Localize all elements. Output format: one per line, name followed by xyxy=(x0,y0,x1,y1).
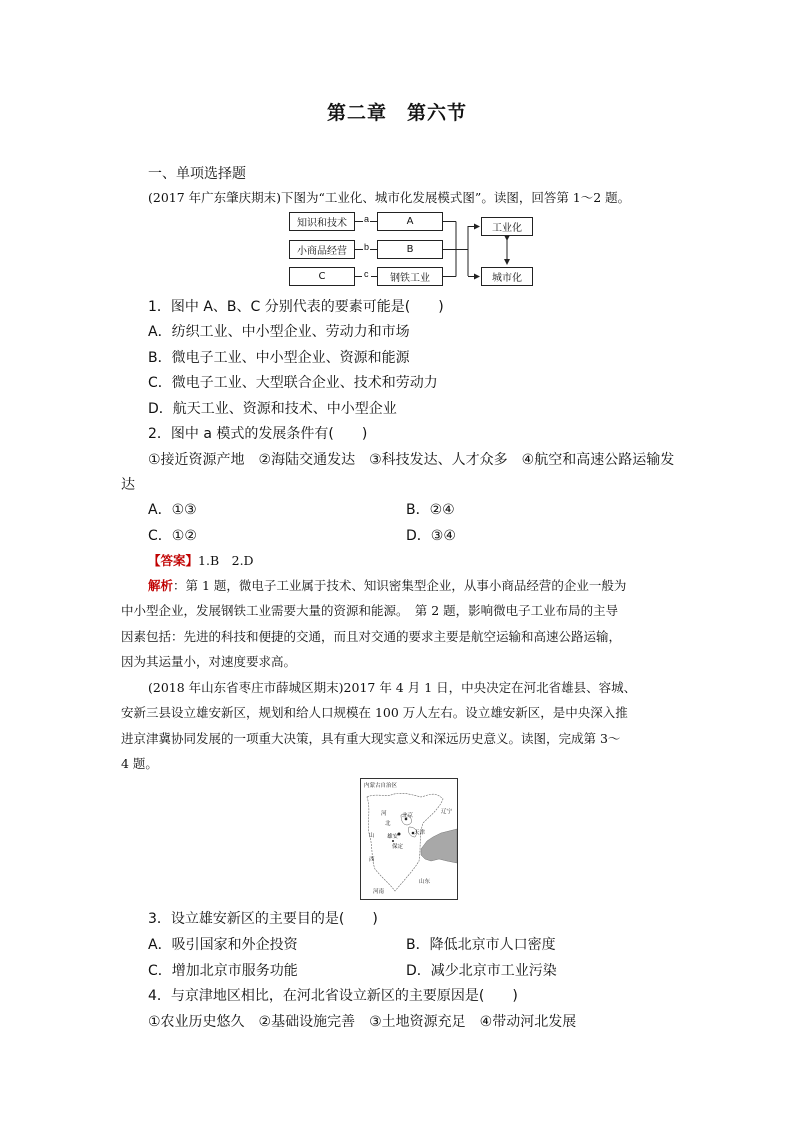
page-title: 第二章 第六节 xyxy=(326,102,467,124)
question-1-option-d[interactable]: D．航天工业、资源和技术、中小型企业 xyxy=(148,401,397,417)
question-3-option-b[interactable]: B．降低北京市人口密度 xyxy=(406,937,556,953)
diagram-box-mid-3: 钢铁工业 xyxy=(377,267,443,286)
question-2-option-a[interactable]: A．①③ xyxy=(148,502,197,518)
map-label-inner-mongolia: 内蒙古自治区 xyxy=(364,783,398,789)
diagram-link-b: b xyxy=(364,242,370,252)
question-1-option-a[interactable]: A．纺织工业、中小型企业、劳动力和市场 xyxy=(148,324,410,340)
diagram-box-mid-1: A xyxy=(377,212,443,231)
question-2-option-b[interactable]: B．②④ xyxy=(406,502,455,518)
answer-value: 1.B 2.D xyxy=(198,553,254,568)
xiongan-region-map xyxy=(360,778,458,900)
analysis-text-1: ：第 1 题，微电子工业属于技术、知识密集型企业，从事小商品经营的企业一般为 xyxy=(173,578,627,593)
map-label-henan: 河南 xyxy=(373,889,385,895)
diagram-arrows xyxy=(0,0,794,300)
question-3-option-a[interactable]: A．吸引国家和外企投资 xyxy=(148,937,298,953)
analysis-line-3: 因素包括：先进的科技和便捷的交通，而且对交通的要求主要是航空运输和高速公路运输， xyxy=(121,629,622,644)
map-label-shan: 山 xyxy=(369,833,375,839)
question-2-stem: 2．图中 a 模式的发展条件有( ) xyxy=(148,426,368,442)
map-label-he: 河 xyxy=(381,811,387,817)
question-4-reasons: ①农业历史悠久 ②基础设施完善 ③土地资源充足 ④带动河北发展 xyxy=(148,1014,577,1030)
analysis-label: 解析 xyxy=(148,578,174,593)
diagram-box-left-2: 小商品经营 xyxy=(289,240,355,259)
diagram-box-industrialization: 工业化 xyxy=(481,217,533,236)
question-1-option-b[interactable]: B．微电子工业、中小型企业、资源和能源 xyxy=(148,350,410,366)
question-1-stem: 1．图中 A、B、C 分别代表的要素可能是( ) xyxy=(148,299,444,315)
map-label-baoding: 保定 xyxy=(392,844,404,850)
map-label-bei: 北 xyxy=(385,821,391,827)
intro2-line-3: 进京津冀协同发展的一项重大决策，具有重大现实意义和深远历史意义。读图，完成第 3～ xyxy=(121,731,621,746)
intro2-line-4: 4 题。 xyxy=(121,756,158,771)
diagram-box-left-1: 知识和技术 xyxy=(289,212,355,231)
map-label-liaoning: 辽宁 xyxy=(441,809,453,815)
analysis-line-4: 因为其运量小，对速度要求高。 xyxy=(121,654,297,669)
question-2-conditions: ①接近资源产地 ②海陆交通发达 ③科技发达、人才众多 ④航空和高速公路运输发 xyxy=(148,452,675,468)
diagram-link-c: c xyxy=(364,269,369,279)
analysis-line-1 xyxy=(148,576,626,594)
question-4-stem: 4．与京津地区相比，在河北省设立新区的主要原因是( ) xyxy=(148,988,518,1004)
diagram-box-left-3: C xyxy=(289,267,355,286)
map-label-tianjin: 天津 xyxy=(414,830,426,836)
analysis-line-2: 中小型企业，发展钢铁工业需要大量的资源和能源。 第 2 题，影响微电子工业布局的主导 xyxy=(121,603,619,618)
diagram-box-mid-2: B xyxy=(377,240,443,259)
map-label-beijing: 北京 xyxy=(402,813,414,819)
intro2-line-1: (2018 年山东省枣庄市薛城区期末)2017 年 4 月 1 日，中央决定在河北省雄县、容城、 xyxy=(148,680,637,695)
map-label-xiongan: 雄安 xyxy=(387,834,399,840)
map-label-xi: 西 xyxy=(369,857,375,863)
intro2-line-2: 安新三县设立雄安新区，规划和给人口规模在 100 万人左右。设立雄安新区，是中央深入推 xyxy=(121,705,628,720)
section-heading: 一、单项选择题 xyxy=(148,166,246,182)
question-2-option-d[interactable]: D．③④ xyxy=(406,528,456,544)
question-3-option-d[interactable]: D．减少北京市工业污染 xyxy=(406,963,557,979)
diagram-link-a: a xyxy=(364,214,370,224)
intro-paragraph: (2017 年广东肇庆期末)下图为“工业化、城市化发展模式图”。读图，回答第 1～2 题。 xyxy=(148,190,631,205)
answer-label: 【答案】 xyxy=(148,553,199,568)
question-1-option-c[interactable]: C．微电子工业、大型联合企业、技术和劳动力 xyxy=(148,375,438,391)
question-2-conditions-cont: 达 xyxy=(121,477,135,493)
answer-line xyxy=(148,550,254,569)
question-3-option-c[interactable]: C．增加北京市服务功能 xyxy=(148,963,298,979)
diagram-box-urbanization: 城市化 xyxy=(481,267,533,286)
question-2-option-c[interactable]: C．①② xyxy=(148,528,197,544)
map-shapes xyxy=(361,779,457,899)
question-3-stem: 3．设立雄安新区的主要目的是( ) xyxy=(148,911,378,927)
map-label-shandong: 山东 xyxy=(419,879,431,885)
